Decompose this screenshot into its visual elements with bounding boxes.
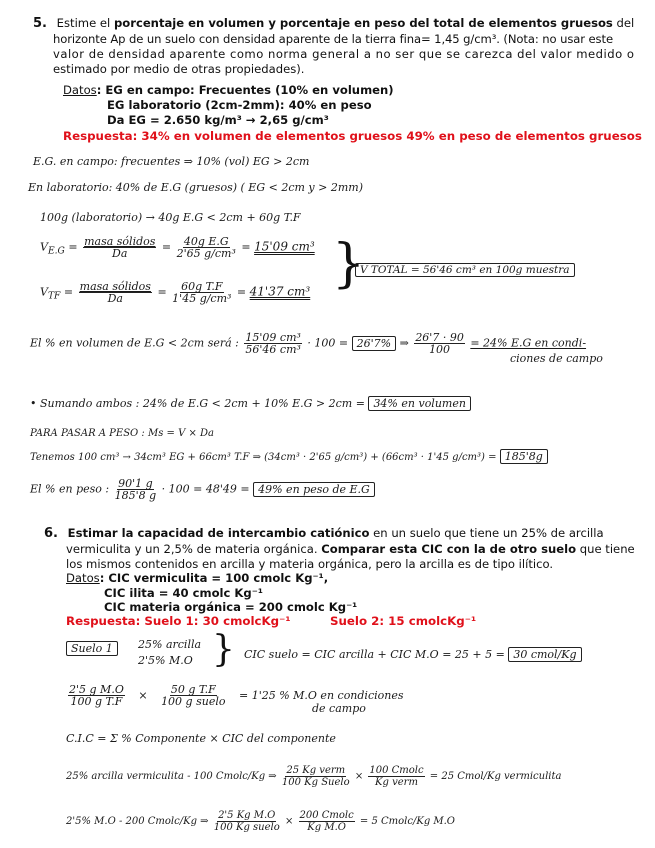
q5-brace: } [332, 234, 366, 294]
q5-datos: Datos: EG en campo: Frecuentes (10% en volumen) [63, 83, 394, 97]
q6-datos-3: CIC materia orgánica = 200 cmolc Kg⁻¹ [104, 600, 358, 614]
q6-number: 6. [44, 526, 58, 541]
q6-datos: Datos: CIC vermiculita = 100 cmolc Kg⁻¹, [66, 571, 329, 585]
q5-veg-result: 15'09 cm³ [254, 239, 315, 254]
q6-statement-line3: los mismos contenidos en arcilla y materia orgánica, pero la arcilla es de tipo ilítico. [66, 557, 554, 571]
q5-respuesta: Respuesta: 34% en volumen de elementos gruesos 49% en peso de elementos gruesos [63, 129, 642, 143]
q6-statement: 6. Estimar la capacidad de intercambio catiónico en un suelo que tiene un 25% de arcilla [44, 526, 604, 541]
q6-s-arcilla: 25% arcilla [138, 638, 202, 651]
q5-vtotal-box: V TOTAL = 56'46 cm³ en 100g muestra [355, 263, 575, 277]
q5-sum-box: 34% en volumen [368, 396, 471, 411]
q6-respuesta-2: Suelo 2: 15 cmolcKg⁻¹ [330, 614, 477, 628]
q6-s-mo: 2'5% M.O [138, 654, 193, 667]
q5-statement-line4: estimado por medio de otras propiedades). [53, 62, 305, 76]
q5-peso-box-2: 49% en peso de E.G [253, 482, 375, 497]
q5-hand-line2: En laboratorio: 40% de E.G (gruesos) ( EG < 2cm y > 2mm) [28, 181, 363, 194]
q6-cic-formula: C.I.C = Σ % Componente × CIC del componente [66, 732, 336, 745]
q6-mo-calc-2: de campo [312, 702, 366, 715]
q5-pct-volume-2: ciones de campo [510, 352, 603, 365]
q6-cic-eq: CIC suelo = CIC arcilla + CIC M.O = 25 + 5 = 30 cmol/Kg [244, 648, 582, 661]
q5-datos-3: Da EG = 2.650 kg/m³ → 2,65 g/cm³ [107, 113, 329, 127]
q5-peso-pct: El % en peso : $\frac{90'1 g}{185'8 g}$ · 100 = 48'49 = 49% en peso de E.G [30, 478, 375, 501]
q6-verm-calc: 25% arcilla vermiculita - 100 Cmolc/Kg ⇒ $\frac{\text{25 Kg verm}}{\text{100 Kg Suelo}}$ × $\frac{\text{100 Cmolc}}{\text{Kg verm}}$ = 25 Cmol/Kg vermiculita [66, 765, 562, 788]
q5-peso-title: PARA PASAR A PESO : Ms = V × Da [30, 428, 215, 439]
q5-peso-calc: Tenemos 100 cm³ → 34cm³ EG + 66cm³ T.F ⇒ (34cm³ · 2'65 g/cm³) + (66cm³ · 1'45 g/cm³) = 185'8g [30, 450, 548, 463]
q5-hand-line1: E.G. en campo: frecuentes ⇒ 10% (vol) EG > 2cm [33, 155, 310, 168]
q5-vtf: $V_{TF}$ = $\frac{\text{masa sólidos}}{Da}$ = $\frac{\text{60g T.F}}{\text{1'45 g/cm³}}$ = 41'37 cm³ [40, 280, 311, 305]
q5-vtf-result: 41'37 cm³ [249, 284, 311, 299]
q6-datos-2: CIC ilita = 40 cmolc Kg⁻¹ [104, 586, 263, 600]
q5-hand-line3: 100g (laboratorio) → 40g E.G < 2cm + 60g T.F [40, 211, 301, 224]
q6-respuesta-1: Respuesta: Suelo 1: 30 cmolcKg⁻¹ [66, 614, 291, 628]
q5-pct-volume: El % en volumen de E.G < 2cm será : $\frac{\text{15'09 cm³}}{\text{56'46 cm³}}$ · 100 = 26'7% ⇒ $\frac{26'7 \cdot 90}{100}$ = 24% E.G en condi- [30, 331, 587, 356]
q6-mo-calc: $\frac{\text{2'5 g M.O}}{\text{100 g T.F}}$ × $\frac{\text{50 g T.F}}{\text{100 g suelo}}$ = 1'25 % M.O en condiciones [69, 683, 404, 708]
q5-peso-box: 185'8g [500, 449, 548, 464]
q5-veg: $V_{E.G}$ = $\frac{\text{masa sólidos}}{Da}$ = $\frac{\text{40g E.G}}{\text{2'65 g/cm³}}$ = 15'09 cm³ [40, 235, 315, 260]
q5-number: 5. [33, 16, 47, 31]
q6-mo2-calc: 2'5% M.O - 200 Cmolc/Kg ⇒ $\frac{\text{2'5 Kg M.O}}{\text{100 Kg suelo}}$ × $\frac{\text{200 Cmolc}}{\text{Kg M.O}}$ = 5 Cmolc/Kg M.O [66, 810, 456, 833]
q6-brace: } [212, 629, 235, 670]
q5-statement-line3: valor de densidad aparente como norma general a no ser que se carezca del valor medido o [53, 47, 635, 61]
datos-label: Datos [63, 83, 97, 97]
q6-cic-box: 30 cmol/Kg [508, 647, 581, 662]
q5-statement: 5. Estime el porcentaje en volumen y porcentaje en peso del total de elementos gruesos del [33, 16, 635, 31]
q5-statement-line2: horizonte Ap de un suelo con densidad aparente de la tierra fina= 1,45 g/cm³. (Nota: no usar este [53, 32, 613, 46]
q6-suelo1-box: Suelo 1 [66, 641, 118, 656]
q5-sum: • Sumando ambos : 24% de E.G < 2cm + 10% E.G > 2cm = 34% en volumen [30, 397, 471, 410]
q6-statement-line2: vermiculita y un 2,5% de materia orgánica. Comparar esta CIC con la de otro suelo que tiene [66, 542, 635, 556]
q5-datos-2: EG laboratorio (2cm-2mm): 40% en peso [107, 98, 372, 112]
q5-pct-box: 26'7% [352, 336, 396, 351]
